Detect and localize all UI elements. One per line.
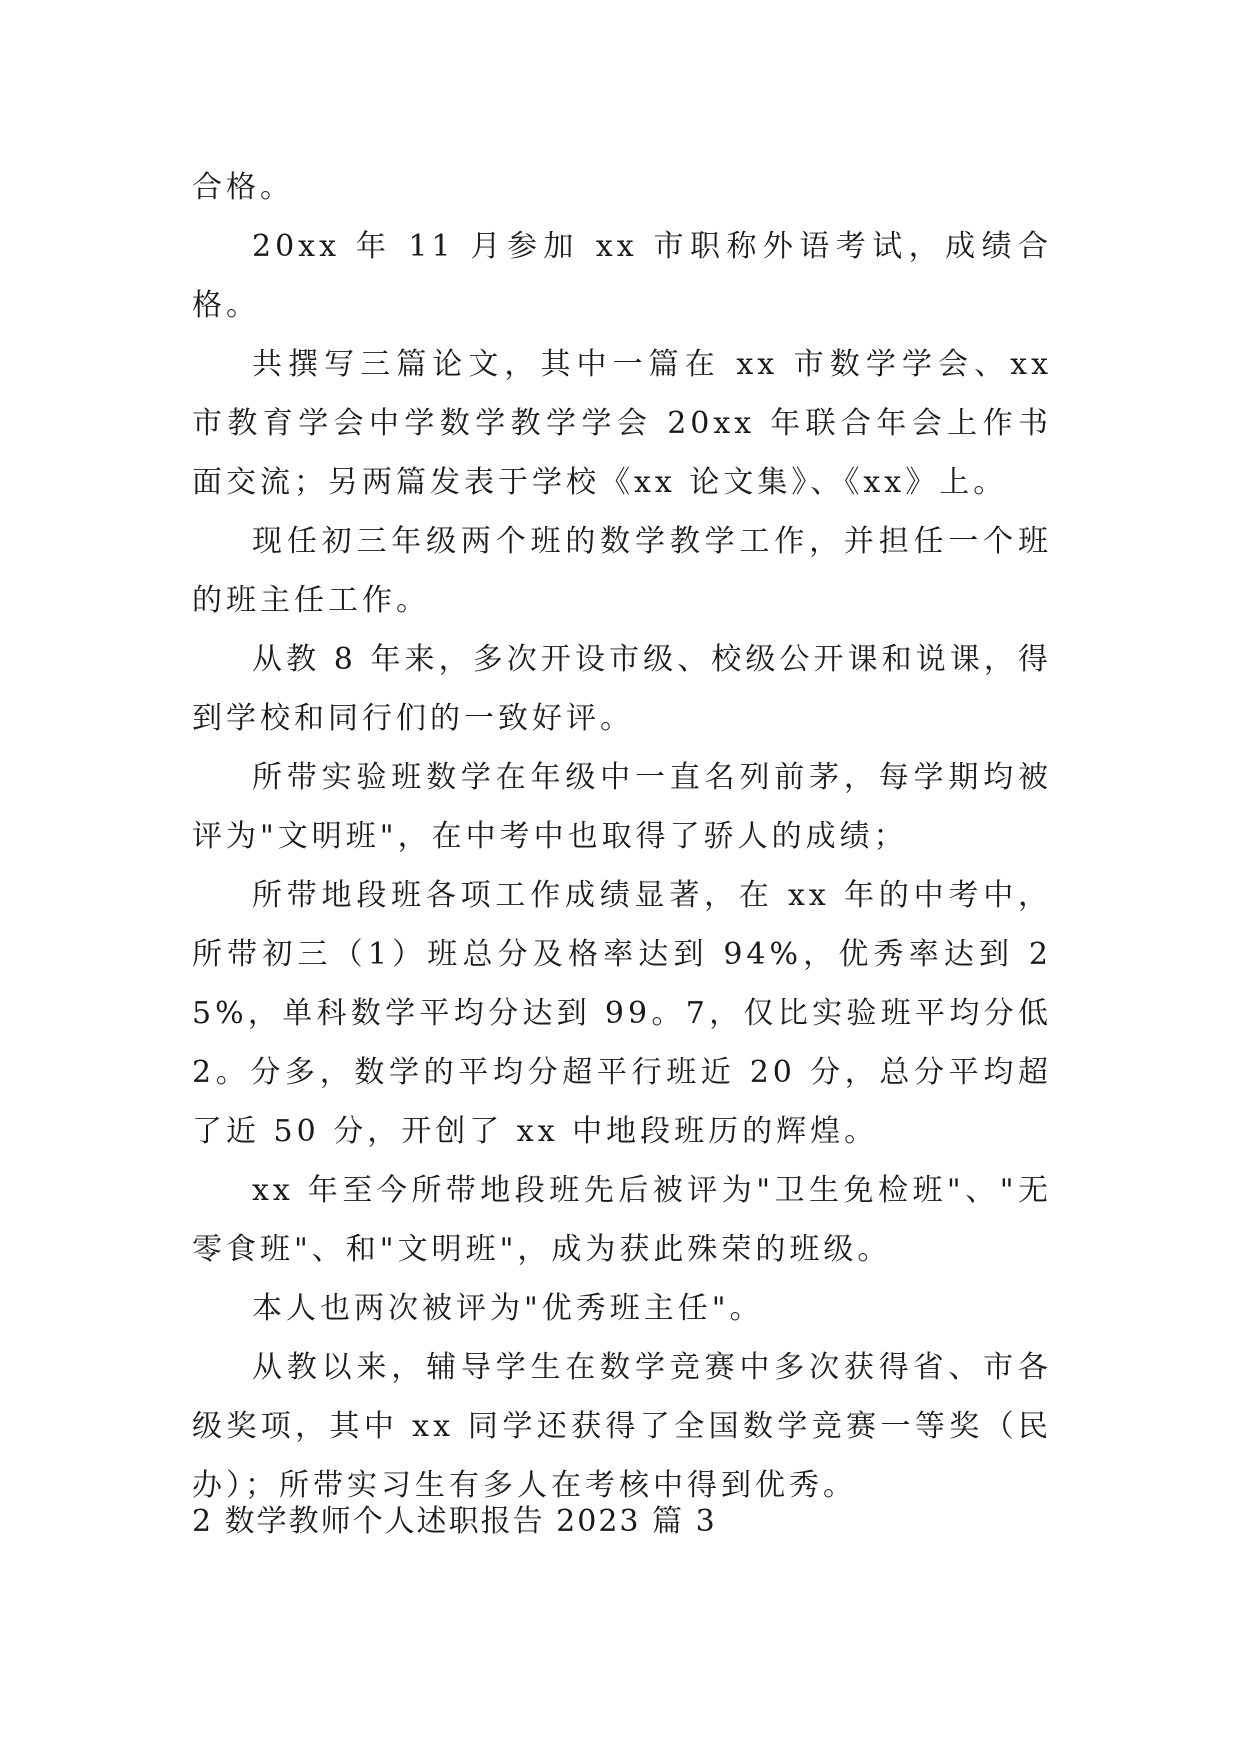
- paragraph: 共撰写三篇论文，其中一篇在 xx 市数学学会、xx 市教育学会中学数学教学学会 20xx 年联合年会上作书面交流；另两篇发表于学校《xx 论文集》、《xx》上。: [192, 347, 1052, 500]
- paragraph: xx 年至今所带地段班先后被评为"卫生免检班"、"无零食班"、和"文明班"，成为获此殊荣的班级。: [192, 1173, 1052, 1267]
- paragraph: 本人也两次被评为"优秀班主任"。: [252, 1291, 764, 1326]
- paragraph: 所带实验班数学在年级中一直名列前茅，每学期均被评为"文明班"，在中考中也取得了骄人的成绩；: [192, 760, 1052, 854]
- paragraph: 从教 8 年来，多次开设市级、校级公开课和说课，得到学校和同行们的一致好评。: [192, 642, 1052, 736]
- paragraph: 所带地段班各项工作成绩显著，在 xx 年的中考中，所带初三（1）班总分及格率达到 94%，优秀率达到 25%，单科数学平均分达到 99。7，仅比实验班平均分低 2。分多，数学的平均分超平行班近 20 分，总分平均超了近 50 分，开创了 xx 中地段班历的辉煌。: [192, 878, 1052, 1149]
- document-body: [192, 158, 1052, 1515]
- paragraph: 现任初三年级两个班的数学教学工作，并担任一个班的班主任工作。: [192, 524, 1052, 618]
- section-heading: 2 数学教师个人述职报告 2023 篇 3: [192, 1504, 717, 1539]
- paragraph: 合格。: [192, 170, 294, 205]
- paragraph: 从教以来，辅导学生在数学竞赛中多次获得省、市各级奖项，其中 xx 同学还获得了全国数学竞赛一等奖（民办）；所带实习生有多人在考核中得到优秀。: [192, 1350, 1052, 1503]
- paragraph: 20xx 年 11 月参加 xx 市职称外语考试，成绩合格。: [192, 229, 1052, 323]
